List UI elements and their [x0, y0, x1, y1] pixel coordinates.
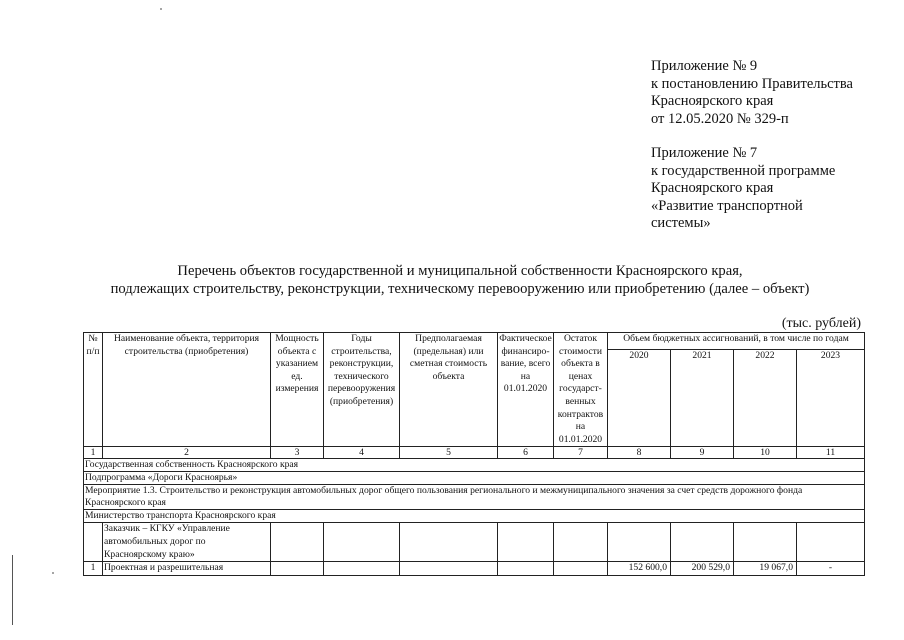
section-row [84, 510, 865, 523]
index-cell: 3 [271, 447, 324, 459]
section-measure: Мероприятие 1.3. Строительство и реконструкция автомобильных дорог общего пользования регионального и межмуниципального значения за счет средств дорожного фонда Красноярского края [84, 485, 865, 510]
index-cell: 5 [400, 447, 498, 459]
document-title [60, 262, 860, 298]
appendix-line: Приложение № 9 [651, 58, 758, 74]
appendix-gap [651, 128, 853, 145]
customer-row [84, 523, 865, 562]
section-row [84, 459, 865, 472]
header-cell-cost: Предполагаемая (предельная) или сметная стоимость объекта [400, 333, 498, 447]
section-row [84, 472, 865, 485]
row-value-2021: 200 529,0 [671, 562, 734, 576]
table-cell [498, 562, 554, 576]
header-cell-name: Наименование объекта, территория строительства (приобретения) [103, 333, 271, 447]
table-cell [671, 523, 734, 562]
header-cell-remainder: Остаток стоимости объекта в ценах государст- венных контрактов на 01.01.2020 [554, 333, 608, 447]
appendix-line: Красноярского края [651, 93, 774, 109]
header-cell-budget: Объем бюджетных ассигнований, в том числе по годам [608, 333, 865, 350]
appendix-line: к государственной программе [651, 162, 836, 179]
section-state-property: Государственная собственность Красноярского края [84, 459, 865, 472]
index-row [84, 447, 865, 459]
objects-table [83, 332, 865, 576]
header-cell-capacity: Мощность объекта с указанием ед. измерения [271, 333, 324, 447]
units-label: (тыс. рублей) [781, 316, 861, 331]
scan-speck [52, 572, 54, 574]
header-cell-num: № п/п [84, 333, 103, 447]
index-cell: 11 [797, 447, 865, 459]
customer-cell: Заказчик – КГКУ «Управление автомобильных дорог по Красноярскому краю» [103, 523, 271, 562]
index-cell: 9 [671, 447, 734, 459]
row-value-2023: - [797, 562, 865, 576]
header-cell-2020: 2020 [608, 350, 671, 447]
table-cell [84, 523, 103, 562]
table-cell [554, 523, 608, 562]
scan-speck [160, 8, 162, 10]
header-cell-2022: 2022 [734, 350, 797, 447]
appendix-line: от 12.05.2020 № 329-п [651, 110, 789, 127]
section-ministry: Министерство транспорта Красноярского края [84, 510, 865, 523]
appendix-line: «Развитие транспортной [651, 197, 803, 214]
table-cell [498, 523, 554, 562]
table-cell [400, 523, 498, 562]
row-value-2020: 152 600,0 [608, 562, 671, 576]
appendix-line: Красноярского края [651, 180, 774, 196]
title-line: подлежащих строительству, реконструкции, техническому перевооружению или приобретению (далее – объект) [110, 281, 810, 297]
table-cell [271, 523, 324, 562]
table-cell [734, 523, 797, 562]
table-cell [608, 523, 671, 562]
index-cell: 7 [554, 447, 608, 459]
table-cell [554, 562, 608, 576]
index-cell: 1 [84, 447, 103, 459]
index-cell: 10 [734, 447, 797, 459]
index-cell: 8 [608, 447, 671, 459]
title-line: Перечень объектов государственной и муниципальной собственности Красноярского края, [177, 263, 743, 279]
table-cell [271, 562, 324, 576]
appendix-line: Приложение № 7 [651, 145, 758, 161]
scan-margin-line [12, 555, 13, 625]
index-cell: 4 [324, 447, 400, 459]
appendix-block [651, 58, 853, 233]
appendix-line: к постановлению Правительства [651, 75, 853, 92]
row-num: 1 [84, 562, 103, 576]
header-cell-2021: 2021 [671, 350, 734, 447]
appendix-line: системы» [651, 215, 711, 231]
table-row [84, 562, 865, 576]
index-cell: 2 [103, 447, 271, 459]
section-row [84, 485, 865, 510]
header-cell-2023: 2023 [797, 350, 865, 447]
table-cell [797, 523, 865, 562]
header-cell-years: Годы строительства, реконструкции, технического перевооружения (приобретения) [324, 333, 400, 447]
table-cell [400, 562, 498, 576]
table-cell [324, 562, 400, 576]
header-cell-financing: Фактическое финансиро- вание, всего на 01.01.2020 [498, 333, 554, 447]
header-row [84, 333, 865, 350]
row-value-2022: 19 067,0 [734, 562, 797, 576]
row-name: Проектная и разрешительная [103, 562, 271, 576]
section-subprogram: Подпрограмма «Дороги Красноярья» [84, 472, 865, 485]
index-cell: 6 [498, 447, 554, 459]
table-cell [324, 523, 400, 562]
